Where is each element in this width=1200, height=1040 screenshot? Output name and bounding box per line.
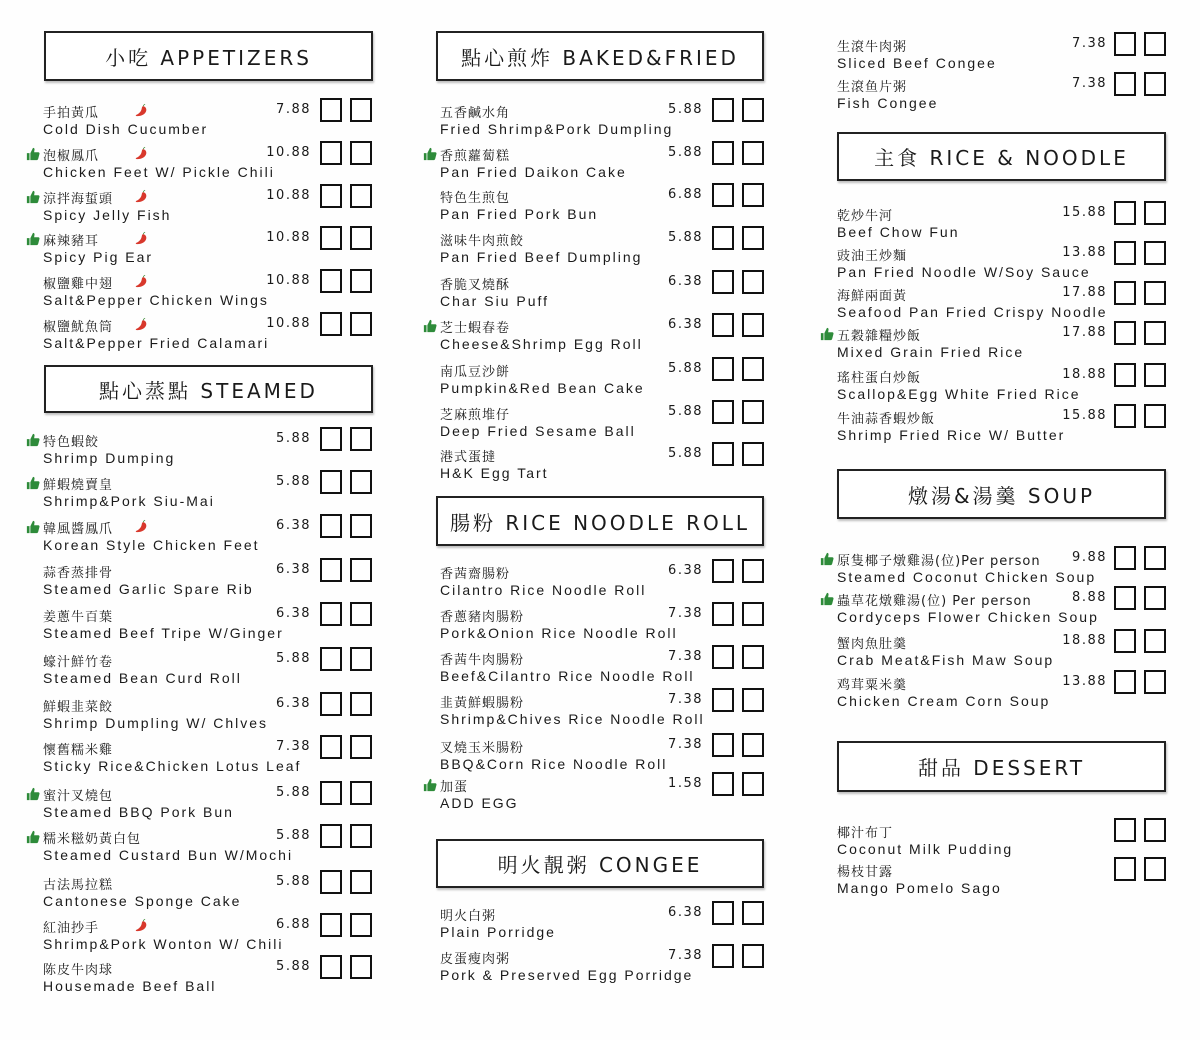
- thumbs-up-icon: [820, 591, 834, 605]
- item-name-chinese: 蜜汁叉燒包: [43, 789, 114, 804]
- menu-item: [0, 862, 1200, 902]
- item-price: 18.88: [1062, 367, 1107, 382]
- item-name-chinese: 糯米糍奶黃白包: [43, 832, 142, 847]
- item-name-english: Spicy Jelly Fish: [43, 207, 172, 223]
- item-name-english: Cold Dish Cucumber: [43, 121, 209, 137]
- item-price: 10.88: [266, 145, 311, 160]
- item-price: 7.38: [668, 606, 703, 621]
- section-header: 點心蒸點 STEAMED: [44, 365, 373, 413]
- thumbs-up-icon: [26, 519, 40, 533]
- item-price: 5.88: [668, 145, 703, 160]
- item-name-chinese: 明火白粥: [440, 909, 497, 924]
- item-name-chinese: 叉燒玉米腸粉: [440, 741, 525, 756]
- item-price: 7.38: [668, 737, 703, 752]
- order-checkbox[interactable]: [1114, 818, 1136, 842]
- order-checkbox[interactable]: [1144, 72, 1166, 96]
- order-checkbox[interactable]: [1144, 32, 1166, 56]
- item-name-english: Steamed Beef Tripe W/Ginger: [43, 625, 284, 641]
- item-name-chinese: 陈皮牛肉球: [43, 963, 114, 978]
- item-name-chinese: 芝士蝦春卷: [440, 321, 511, 336]
- item-name-chinese: 原隻椰子燉雞湯(位)Per person: [837, 554, 1041, 569]
- order-checkbox[interactable]: [1144, 546, 1166, 570]
- order-checkbox[interactable]: [1144, 201, 1166, 225]
- order-checkbox[interactable]: [742, 772, 764, 796]
- item-price: 6.38: [668, 563, 703, 578]
- item-name-english: Shrimp&Pork Siu-Mai: [43, 493, 215, 509]
- menu-item: [0, 675, 1200, 715]
- item-name-english: Fried Shrimp&Pork Dumpling: [440, 121, 674, 137]
- item-name-english: Steamed Custard Bun W/Mochi: [43, 847, 294, 863]
- item-name-chinese: 懷舊糯米雞: [43, 743, 114, 758]
- order-checkbox[interactable]: [1114, 281, 1136, 305]
- order-checkbox[interactable]: [1114, 404, 1136, 428]
- item-price: 9.88: [1072, 550, 1107, 565]
- item-price: 6.38: [276, 518, 311, 533]
- item-price: 5.88: [668, 230, 703, 245]
- item-price: 5.88: [276, 651, 311, 666]
- order-checkbox[interactable]: [712, 772, 734, 796]
- item-name-chinese: 香脆叉燒酥: [440, 278, 511, 293]
- item-name-english: Shrimp&Chives Rice Noodle Roll: [440, 711, 705, 727]
- item-name-english: Char Siu Puff: [440, 293, 550, 309]
- item-name-english: Pork&Onion Rice Noodle Roll: [440, 625, 678, 641]
- item-name-chinese: 乾炒牛河: [837, 209, 894, 224]
- order-checkbox[interactable]: [320, 514, 342, 538]
- order-checkbox[interactable]: [1114, 629, 1136, 653]
- order-checkbox[interactable]: [742, 733, 764, 757]
- item-name-english: ADD EGG: [440, 795, 519, 811]
- item-name-chinese: 涼拌海蜇頭: [43, 192, 114, 207]
- item-name-chinese: 鮮蝦燒賣皇: [43, 478, 114, 493]
- item-price: 10.88: [266, 316, 311, 331]
- item-name-chinese: 鮮蝦韭菜餃: [43, 700, 114, 715]
- item-name-chinese: 蟲草花燉雞湯(位) Per person: [837, 594, 1032, 609]
- item-price: 5.88: [276, 785, 311, 800]
- section-header: 主食 RICE & NOODLE: [837, 132, 1166, 181]
- order-checkbox[interactable]: [1144, 629, 1166, 653]
- order-checkbox[interactable]: [1144, 321, 1166, 345]
- item-price: 10.88: [266, 273, 311, 288]
- menu-item: [0, 77, 1200, 117]
- item-price: 6.38: [668, 317, 703, 332]
- item-name-english: Steamed BBQ Pork Bun: [43, 804, 234, 820]
- item-price: 7.38: [668, 948, 703, 963]
- section-header: 燉湯&湯羹 SOUP: [837, 469, 1166, 519]
- order-checkbox[interactable]: [1114, 857, 1136, 881]
- item-name-english: Korean Style Chicken Feet: [43, 537, 260, 553]
- item-name-chinese: 香茜牛肉腸粉: [440, 653, 525, 668]
- order-checkbox[interactable]: [712, 183, 734, 207]
- menu-item: [0, 949, 1200, 989]
- item-name-chinese: 生滾鱼片粥: [837, 80, 908, 95]
- item-name-chinese: 五香鹹水角: [440, 106, 511, 121]
- item-price: 15.88: [1062, 205, 1107, 220]
- item-price: 7.38: [1072, 76, 1107, 91]
- chili-pepper-icon: [134, 518, 148, 532]
- item-name-english: BBQ&Corn Rice Noodle Roll: [440, 756, 668, 772]
- item-price: 5.88: [276, 828, 311, 843]
- menu-item: [0, 409, 1200, 449]
- item-name-chinese: 椒鹽雞中翅: [43, 277, 114, 292]
- menu-item: [0, 634, 1200, 674]
- order-checkbox[interactable]: [1114, 241, 1136, 265]
- order-checkbox[interactable]: [1114, 586, 1136, 610]
- order-checkbox[interactable]: [742, 901, 764, 925]
- item-name-chinese: 滋味牛肉煎餃: [440, 234, 525, 249]
- menu-item: [0, 368, 1200, 408]
- thumbs-up-icon: [820, 326, 834, 340]
- menu-item: [0, 906, 1200, 946]
- item-price: 6.38: [276, 562, 311, 577]
- item-name-english: Deep Fried Sesame Ball: [440, 423, 636, 439]
- item-price: 17.88: [1062, 285, 1107, 300]
- order-checkbox[interactable]: [350, 514, 372, 538]
- order-checkbox[interactable]: [1144, 281, 1166, 305]
- item-name-english: Chicken Cream Corn Soup: [837, 693, 1051, 709]
- item-name-chinese: 麻辣豬耳: [43, 234, 100, 249]
- item-price: 15.88: [1062, 408, 1107, 423]
- thumbs-up-icon: [423, 146, 437, 160]
- item-price: 10.88: [266, 230, 311, 245]
- item-price: 6.38: [668, 274, 703, 289]
- item-name-english: Steamed Coconut Chicken Soup: [837, 569, 1097, 585]
- item-name-chinese: 加蛋: [440, 780, 469, 795]
- item-name-english: Spicy Pig Ear: [43, 249, 154, 265]
- menu-item: [0, 326, 1200, 366]
- section-header: 點心煎炸 BAKED&FRIED: [436, 31, 764, 81]
- order-checkbox[interactable]: [742, 183, 764, 207]
- order-checkbox[interactable]: [1144, 404, 1166, 428]
- item-name-chinese: 椰汁布丁: [837, 826, 894, 841]
- item-name-chinese: 生滾牛肉粥: [837, 40, 908, 55]
- item-name-english: H&K Egg Tart: [440, 465, 549, 481]
- item-price: 5.88: [276, 959, 311, 974]
- item-name-chinese: 海鮮兩面黃: [837, 289, 908, 304]
- order-checkbox[interactable]: [712, 901, 734, 925]
- item-name-english: Crab Meat&Fish Maw Soup: [837, 652, 1055, 668]
- section-header: 腸粉 RICE NOODLE ROLL: [436, 496, 764, 546]
- item-name-chinese: 香蔥豬肉腸粉: [440, 610, 525, 625]
- item-name-english: Coconut Milk Pudding: [837, 841, 1014, 857]
- item-name-english: Mango Pomelo Sago: [837, 880, 1002, 896]
- item-name-chinese: 瑤柱蛋白炒飯: [837, 371, 922, 386]
- item-name-chinese: 蒜香蒸排骨: [43, 566, 114, 581]
- thumbs-up-icon: [423, 777, 437, 791]
- item-name-english: Steamed Bean Curd Roll: [43, 670, 242, 686]
- item-name-chinese: 椒鹽魷魚筒: [43, 320, 114, 335]
- item-name-english: Sliced Beef Congee: [837, 55, 997, 71]
- item-name-chinese: 紅油抄手: [43, 921, 100, 936]
- item-name-english: Pork & Preserved Egg Porridge: [440, 967, 694, 983]
- item-price: 5.88: [668, 361, 703, 376]
- item-price: 10.88: [266, 188, 311, 203]
- item-name-chinese: 古法馬拉糕: [43, 878, 114, 893]
- item-price: 8.88: [1072, 590, 1107, 605]
- item-name-chinese: 五穀雜糧炒飯: [837, 329, 922, 344]
- item-name-chinese: 韓風醬鳳爪: [43, 522, 114, 537]
- item-price: 17.88: [1062, 325, 1107, 340]
- item-name-english: Cheese&Shrimp Egg Roll: [440, 336, 643, 352]
- item-name-chinese: 香煎蘿蔔糕: [440, 149, 511, 164]
- section-header: 明火靚粥 CONGEE: [436, 839, 764, 888]
- item-name-chinese: 芝麻煎堆仔: [440, 408, 511, 423]
- item-name-english: Shrimp&Pork Wonton W/ Chili: [43, 936, 284, 952]
- section-header: 甜品 DESSERT: [837, 741, 1166, 792]
- item-price: 6.38: [668, 905, 703, 920]
- menu-item: [0, 286, 1200, 326]
- item-name-english: Pan Fried Daikon Cake: [440, 164, 627, 180]
- item-name-chinese: 香茜齋腸粉: [440, 567, 511, 582]
- order-checkbox[interactable]: [1144, 241, 1166, 265]
- item-name-english: Fish Congee: [837, 95, 939, 111]
- item-price: 6.38: [276, 606, 311, 621]
- item-name-english: Beef Chow Fun: [837, 224, 960, 240]
- order-checkbox[interactable]: [1114, 32, 1136, 56]
- order-checkbox[interactable]: [712, 141, 734, 165]
- item-name-english: Beef&Cilantro Rice Noodle Roll: [440, 668, 695, 684]
- item-name-english: Pan Fried Pork Bun: [440, 206, 599, 222]
- item-price: 7.38: [276, 739, 311, 754]
- item-price: 7.38: [668, 649, 703, 664]
- order-checkbox[interactable]: [1144, 586, 1166, 610]
- item-price: 7.38: [668, 692, 703, 707]
- item-name-english: Salt&Pepper Fried Calamari: [43, 335, 270, 351]
- order-checkbox[interactable]: [1144, 670, 1166, 694]
- item-price: 5.88: [276, 431, 311, 446]
- item-name-english: Shrimp Fried Rice W/ Butter: [837, 427, 1066, 443]
- menu-item: [0, 551, 1200, 591]
- order-checkbox[interactable]: [742, 944, 764, 968]
- item-name-english: Steamed Garlic Spare Rib: [43, 581, 254, 597]
- item-name-chinese: 韭黃鮮蝦腸粉: [440, 696, 525, 711]
- item-price: 18.88: [1062, 633, 1107, 648]
- item-name-chinese: 蟹肉魚肚羹: [837, 637, 908, 652]
- item-name-english: Pan Fried Noodle W/Soy Sauce: [837, 264, 1091, 280]
- item-name-chinese: 手拍黃瓜: [43, 106, 100, 121]
- item-name-chinese: 皮蛋瘦肉粥: [440, 952, 511, 967]
- item-name-english: Cordyceps Flower Chicken Soup: [837, 609, 1099, 625]
- order-checkbox[interactable]: [1114, 321, 1136, 345]
- item-name-chinese: 楊枝甘露: [837, 865, 894, 880]
- order-checkbox[interactable]: [1114, 201, 1136, 225]
- item-price: 5.88: [668, 404, 703, 419]
- menu-item: [0, 823, 1200, 863]
- item-name-english: Cilantro Rice Noodle Roll: [440, 582, 647, 598]
- order-checkbox[interactable]: [1144, 818, 1166, 842]
- item-name-english: Cantonese Sponge Cake: [43, 893, 242, 909]
- item-name-english: Shrimp Dumping: [43, 450, 176, 466]
- order-checkbox[interactable]: [1114, 363, 1136, 387]
- item-price: 5.88: [668, 102, 703, 117]
- item-name-chinese: 港式蛋撻: [440, 450, 497, 465]
- section-header: 小吃 APPETIZERS: [44, 31, 373, 81]
- item-name-english: Sticky Rice&Chicken Lotus Leaf: [43, 758, 302, 774]
- order-checkbox[interactable]: [1114, 72, 1136, 96]
- order-checkbox[interactable]: [1114, 670, 1136, 694]
- item-price: 6.88: [276, 917, 311, 932]
- item-name-english: Pumpkin&Red Bean Cake: [440, 380, 645, 396]
- menu-item: [0, 591, 1200, 631]
- item-name-english: Scallop&Egg White Fried Rice: [837, 386, 1081, 402]
- item-price: 5.88: [276, 474, 311, 489]
- item-price: 1.58: [668, 776, 703, 791]
- item-name-chinese: 南瓜豆沙餅: [440, 365, 511, 380]
- menu-item: [0, 37, 1200, 77]
- item-name-chinese: 蠔汁鮮竹卷: [43, 655, 114, 670]
- menu-item: [0, 206, 1200, 246]
- item-name-english: Mixed Grain Fried Rice: [837, 344, 1025, 360]
- item-name-chinese: 豉油王炒麵: [837, 249, 908, 264]
- item-price: 6.38: [276, 696, 311, 711]
- item-name-english: Shrimp Dumpling W/ Chlves: [43, 715, 269, 731]
- item-price: 6.88: [668, 187, 703, 202]
- item-name-chinese: 牛油蒜香蝦炒飯: [837, 412, 936, 427]
- order-checkbox[interactable]: [712, 733, 734, 757]
- item-name-chinese: 鸡茸粟米羹: [837, 678, 908, 693]
- item-name-chinese: 特色生煎包: [440, 191, 511, 206]
- menu-item: [0, 246, 1200, 286]
- item-price: 7.88: [276, 102, 311, 117]
- order-checkbox[interactable]: [1144, 363, 1166, 387]
- item-price: 7.38: [1072, 36, 1107, 51]
- order-checkbox[interactable]: [1144, 857, 1166, 881]
- thumbs-up-icon: [820, 551, 834, 565]
- item-name-english: Plain Porridge: [440, 924, 556, 940]
- item-price: 13.88: [1062, 674, 1107, 689]
- item-name-chinese: 姜蔥牛百葉: [43, 610, 114, 625]
- item-name-chinese: 特色蝦餃: [43, 435, 100, 450]
- item-name-english: Pan Fried Beef Dumpling: [440, 249, 643, 265]
- item-name-chinese: 泡椒鳳爪: [43, 149, 100, 164]
- item-name-english: Housemade Beef Ball: [43, 978, 217, 994]
- item-name-english: Chicken Feet W/ Pickle Chili: [43, 164, 275, 180]
- item-name-english: Salt&Pepper Chicken Wings: [43, 292, 269, 308]
- item-name-english: Seafood Pan Fried Crispy Noodle: [837, 304, 1108, 320]
- item-price: 5.88: [668, 446, 703, 461]
- order-checkbox[interactable]: [1114, 546, 1136, 570]
- order-checkbox[interactable]: [742, 141, 764, 165]
- item-price: 13.88: [1062, 245, 1107, 260]
- item-price: 5.88: [276, 874, 311, 889]
- order-checkbox[interactable]: [712, 944, 734, 968]
